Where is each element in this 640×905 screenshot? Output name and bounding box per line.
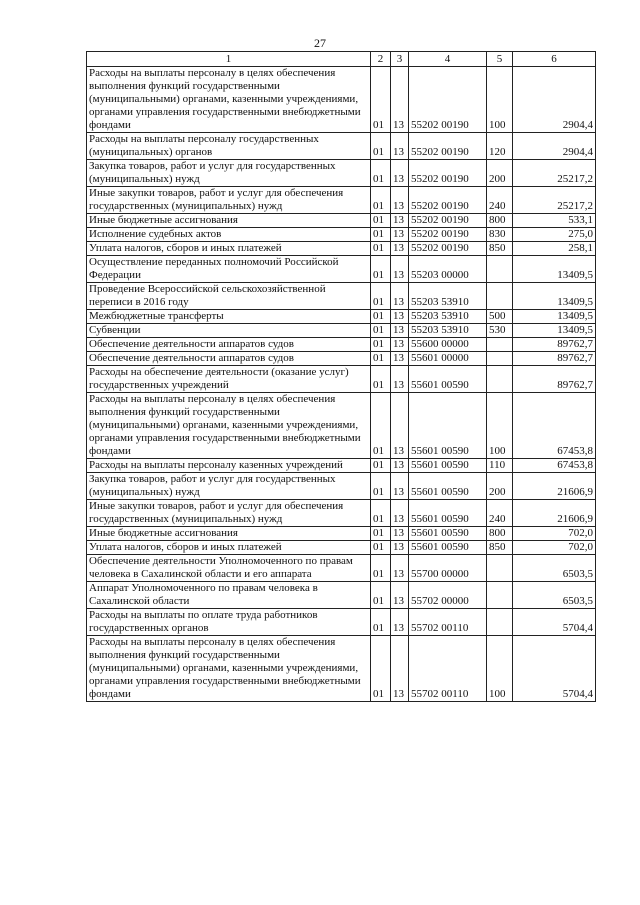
cell-name: Иные бюджетные ассигнования (87, 214, 371, 228)
table-row (87, 242, 596, 256)
cell-target-article: 55601 00590 (409, 473, 487, 500)
cell-section: 01 (371, 310, 391, 324)
cell-amount: 67453,8 (513, 393, 596, 459)
cell-amount: 21606,9 (513, 500, 596, 527)
cell-section: 01 (371, 214, 391, 228)
table-row (87, 228, 596, 242)
cell-target-article: 55203 53910 (409, 283, 487, 310)
cell-amount: 5704,4 (513, 609, 596, 636)
cell-name: Расходы на выплаты персоналу в целях обеспечения выполнения функций государственными (муниципальными) органами, казенными учреждениями, органами управления государственными внебюджетными фондами (87, 67, 371, 133)
cell-expense-type: 120 (487, 133, 513, 160)
cell-name: Уплата налогов, сборов и иных платежей (87, 541, 371, 555)
cell-name: Расходы на обеспечение деятельности (оказание услуг) государственных учреждений (87, 366, 371, 393)
cell-amount: 13409,5 (513, 324, 596, 338)
table-row (87, 133, 596, 160)
cell-section: 01 (371, 582, 391, 609)
table-row (87, 527, 596, 541)
cell-name: Закупка товаров, работ и услуг для государственных (муниципальных) нужд (87, 160, 371, 187)
cell-expense-type: 830 (487, 228, 513, 242)
cell-target-article: 55202 00190 (409, 228, 487, 242)
cell-subsection: 13 (391, 352, 409, 366)
header-col-1: 1 (87, 52, 371, 67)
cell-section: 01 (371, 473, 391, 500)
cell-amount: 275,0 (513, 228, 596, 242)
cell-section: 01 (371, 324, 391, 338)
cell-subsection: 13 (391, 160, 409, 187)
cell-expense-type: 100 (487, 67, 513, 133)
cell-section: 01 (371, 67, 391, 133)
header-col-6: 6 (513, 52, 596, 67)
table-row (87, 256, 596, 283)
cell-name: Иные бюджетные ассигнования (87, 527, 371, 541)
cell-expense-type: 530 (487, 324, 513, 338)
cell-section: 01 (371, 636, 391, 702)
table-row (87, 160, 596, 187)
cell-amount: 89762,7 (513, 366, 596, 393)
cell-name: Иные закупки товаров, работ и услуг для обеспечения государственных (муниципальных) нужд (87, 187, 371, 214)
cell-target-article: 55202 00190 (409, 242, 487, 256)
cell-expense-type (487, 352, 513, 366)
cell-subsection: 13 (391, 242, 409, 256)
cell-expense-type: 800 (487, 214, 513, 228)
cell-section: 01 (371, 352, 391, 366)
cell-amount: 6503,5 (513, 582, 596, 609)
cell-amount: 25217,2 (513, 187, 596, 214)
cell-subsection: 13 (391, 459, 409, 473)
cell-amount: 702,0 (513, 541, 596, 555)
table-row (87, 214, 596, 228)
table-row (87, 393, 596, 459)
cell-expense-type: 850 (487, 242, 513, 256)
cell-subsection: 13 (391, 228, 409, 242)
cell-subsection: 13 (391, 187, 409, 214)
cell-name: Расходы на выплаты персоналу в целях обеспечения выполнения функций государственными (муниципальными) органами, казенными учреждениями, органами управления государственными внебюджетными фондами (87, 393, 371, 459)
cell-target-article: 55601 00590 (409, 500, 487, 527)
cell-amount: 13409,5 (513, 256, 596, 283)
header-col-5: 5 (487, 52, 513, 67)
cell-subsection: 13 (391, 133, 409, 160)
cell-subsection: 13 (391, 500, 409, 527)
cell-section: 01 (371, 555, 391, 582)
cell-target-article: 55601 00590 (409, 527, 487, 541)
cell-section: 01 (371, 366, 391, 393)
cell-name: Исполнение судебных актов (87, 228, 371, 242)
cell-target-article: 55202 00190 (409, 214, 487, 228)
cell-name: Аппарат Уполномоченного по правам человека в Сахалинской области (87, 582, 371, 609)
cell-expense-type: 100 (487, 636, 513, 702)
cell-target-article: 55702 00000 (409, 582, 487, 609)
cell-subsection: 13 (391, 555, 409, 582)
cell-target-article: 55203 00000 (409, 256, 487, 283)
cell-subsection: 13 (391, 324, 409, 338)
cell-target-article: 55601 00590 (409, 366, 487, 393)
cell-target-article: 55202 00190 (409, 187, 487, 214)
cell-amount: 2904,4 (513, 67, 596, 133)
cell-target-article: 55702 00110 (409, 636, 487, 702)
cell-expense-type (487, 582, 513, 609)
cell-section: 01 (371, 527, 391, 541)
cell-expense-type: 100 (487, 393, 513, 459)
page-number: 27 (314, 36, 326, 50)
cell-name: Расходы на выплаты персоналу в целях обеспечения выполнения функций государственными (муниципальными) органами, казенными учреждениями, органами управления государственными внебюджетными фондами (87, 636, 371, 702)
cell-target-article: 55202 00190 (409, 133, 487, 160)
cell-section: 01 (371, 256, 391, 283)
cell-section: 01 (371, 338, 391, 352)
cell-expense-type: 200 (487, 473, 513, 500)
cell-name: Уплата налогов, сборов и иных платежей (87, 242, 371, 256)
cell-section: 01 (371, 228, 391, 242)
cell-name: Обеспечение деятельности аппаратов судов (87, 352, 371, 366)
cell-target-article: 55202 00190 (409, 160, 487, 187)
cell-section: 01 (371, 500, 391, 527)
cell-target-article: 55601 00590 (409, 393, 487, 459)
cell-subsection: 13 (391, 67, 409, 133)
header-col-2: 2 (371, 52, 391, 67)
cell-section: 01 (371, 459, 391, 473)
table-row (87, 310, 596, 324)
cell-amount: 13409,5 (513, 283, 596, 310)
cell-subsection: 13 (391, 609, 409, 636)
table-row (87, 67, 596, 133)
cell-subsection: 13 (391, 541, 409, 555)
cell-expense-type (487, 256, 513, 283)
cell-subsection: 13 (391, 366, 409, 393)
cell-expense-type: 240 (487, 500, 513, 527)
table-row (87, 582, 596, 609)
cell-name: Субвенции (87, 324, 371, 338)
cell-expense-type (487, 555, 513, 582)
cell-expense-type: 850 (487, 541, 513, 555)
cell-target-article: 55601 00000 (409, 352, 487, 366)
cell-section: 01 (371, 609, 391, 636)
table-row (87, 324, 596, 338)
cell-amount: 21606,9 (513, 473, 596, 500)
cell-target-article: 55700 00000 (409, 555, 487, 582)
cell-name: Расходы на выплаты персоналу казенных учреждений (87, 459, 371, 473)
table-row (87, 636, 596, 702)
cell-section: 01 (371, 160, 391, 187)
cell-expense-type (487, 338, 513, 352)
cell-expense-type: 800 (487, 527, 513, 541)
cell-expense-type: 500 (487, 310, 513, 324)
cell-amount: 89762,7 (513, 338, 596, 352)
cell-expense-type (487, 366, 513, 393)
table-row (87, 187, 596, 214)
cell-name: Обеспечение деятельности аппаратов судов (87, 338, 371, 352)
header-col-3: 3 (391, 52, 409, 67)
cell-amount: 533,1 (513, 214, 596, 228)
cell-amount: 67453,8 (513, 459, 596, 473)
cell-amount: 258,1 (513, 242, 596, 256)
cell-name: Проведение Всероссийской сельскохозяйственной переписи в 2016 году (87, 283, 371, 310)
cell-subsection: 13 (391, 214, 409, 228)
cell-section: 01 (371, 283, 391, 310)
cell-expense-type (487, 609, 513, 636)
cell-expense-type: 240 (487, 187, 513, 214)
cell-name: Осуществление переданных полномочий Российской Федерации (87, 256, 371, 283)
cell-expense-type: 110 (487, 459, 513, 473)
cell-amount: 89762,7 (513, 352, 596, 366)
cell-amount: 702,0 (513, 527, 596, 541)
cell-target-article: 55601 00590 (409, 541, 487, 555)
cell-amount: 13409,5 (513, 310, 596, 324)
cell-amount: 6503,5 (513, 555, 596, 582)
header-row (87, 52, 596, 67)
cell-expense-type: 200 (487, 160, 513, 187)
cell-subsection: 13 (391, 582, 409, 609)
table-row (87, 459, 596, 473)
cell-subsection: 13 (391, 310, 409, 324)
cell-section: 01 (371, 187, 391, 214)
table-row (87, 541, 596, 555)
cell-name: Межбюджетные трансферты (87, 310, 371, 324)
cell-target-article: 55702 00110 (409, 609, 487, 636)
cell-target-article: 55601 00590 (409, 459, 487, 473)
table-row (87, 500, 596, 527)
cell-target-article: 55600 00000 (409, 338, 487, 352)
cell-amount: 5704,4 (513, 636, 596, 702)
cell-target-article: 55203 53910 (409, 310, 487, 324)
table-row (87, 366, 596, 393)
table-row (87, 473, 596, 500)
cell-target-article: 55203 53910 (409, 324, 487, 338)
cell-subsection: 13 (391, 393, 409, 459)
cell-amount: 2904,4 (513, 133, 596, 160)
cell-name: Закупка товаров, работ и услуг для государственных (муниципальных) нужд (87, 473, 371, 500)
header-col-4: 4 (409, 52, 487, 67)
cell-section: 01 (371, 133, 391, 160)
cell-subsection: 13 (391, 527, 409, 541)
cell-name: Расходы на выплаты по оплате труда работников государственных органов (87, 609, 371, 636)
table-row (87, 338, 596, 352)
table-row (87, 283, 596, 310)
cell-name: Иные закупки товаров, работ и услуг для обеспечения государственных (муниципальных) нужд (87, 500, 371, 527)
table-row (87, 352, 596, 366)
cell-amount: 25217,2 (513, 160, 596, 187)
cell-expense-type (487, 283, 513, 310)
cell-subsection: 13 (391, 256, 409, 283)
table-body (87, 67, 596, 702)
cell-subsection: 13 (391, 338, 409, 352)
cell-name: Расходы на выплаты персоналу государственных (муниципальных) органов (87, 133, 371, 160)
cell-subsection: 13 (391, 283, 409, 310)
cell-subsection: 13 (391, 636, 409, 702)
cell-section: 01 (371, 393, 391, 459)
cell-section: 01 (371, 541, 391, 555)
cell-subsection: 13 (391, 473, 409, 500)
cell-target-article: 55202 00190 (409, 67, 487, 133)
cell-section: 01 (371, 242, 391, 256)
table-row (87, 555, 596, 582)
table-row (87, 609, 596, 636)
cell-name: Обеспечение деятельности Уполномоченного по правам человека в Сахалинской области и его аппарата (87, 555, 371, 582)
budget-table (86, 51, 596, 702)
